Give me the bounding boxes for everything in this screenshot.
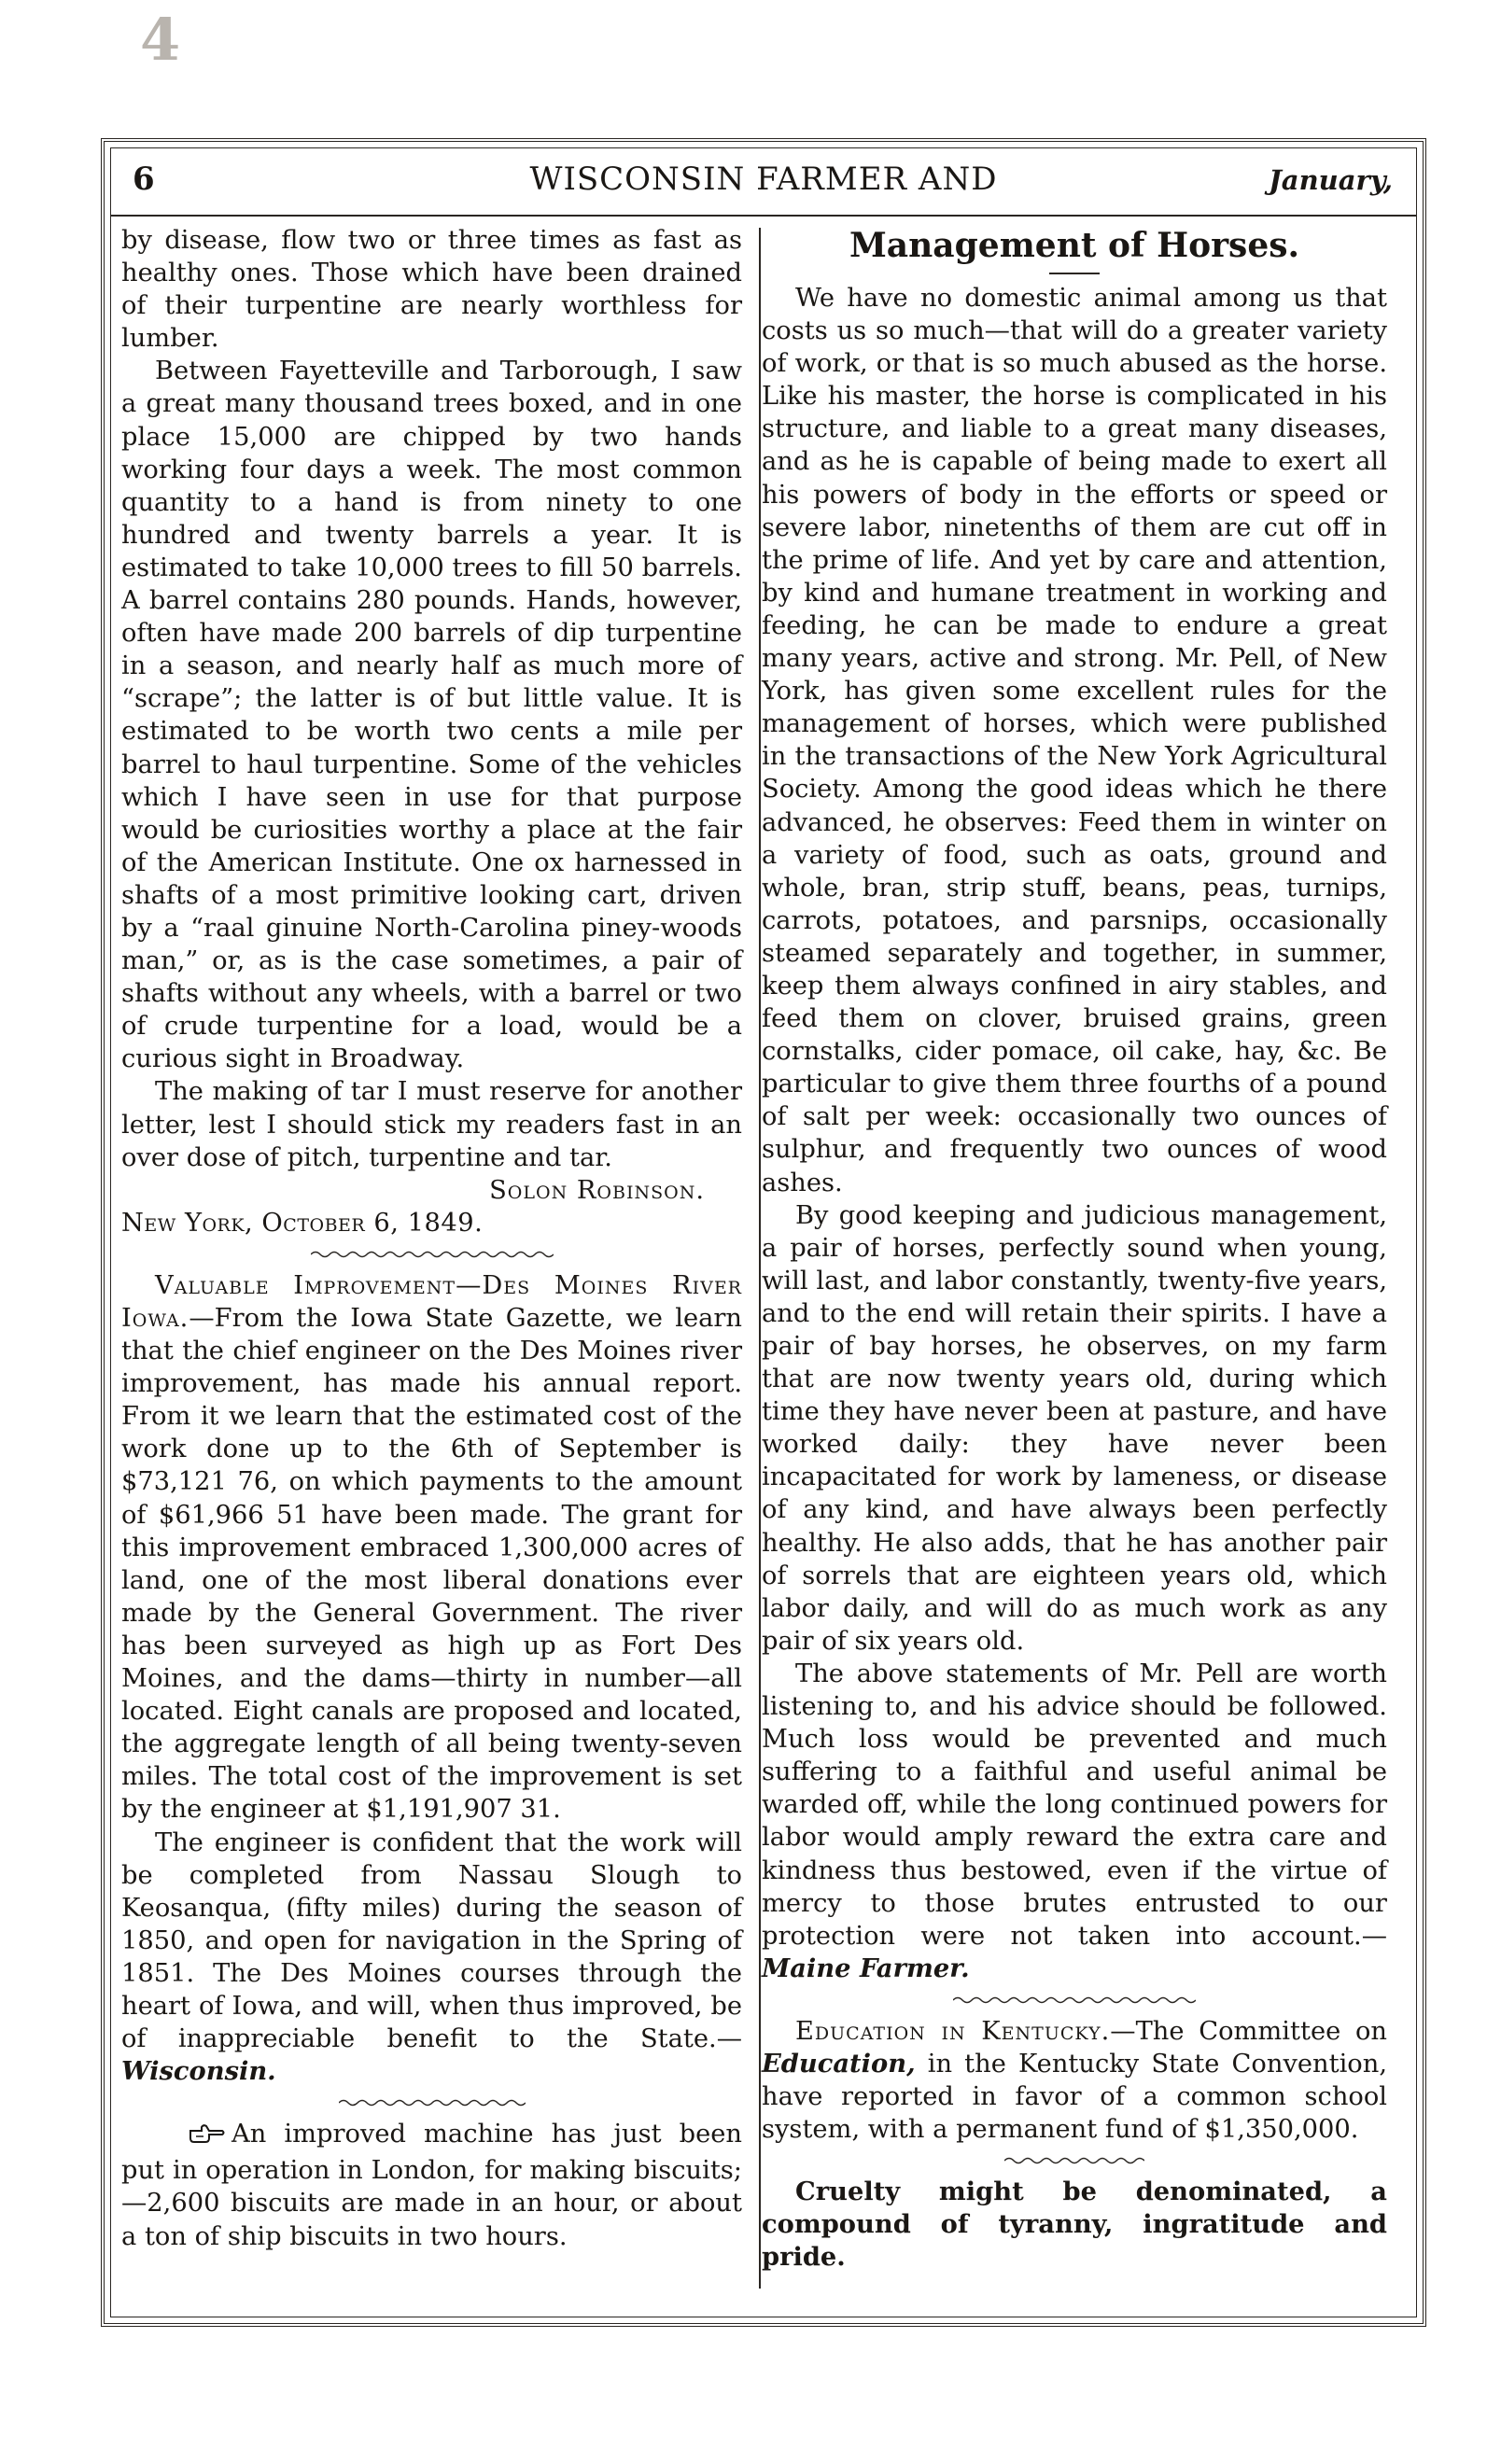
section-separator [762,1993,1387,2008]
horses-article-title: Management of Horses. [849,226,1300,265]
author-signature: Solon Robinson. [489,1175,705,1205]
running-title: WISCONSIN FARMER AND [529,161,998,198]
turpentine-paragraph-3: The making of tar I must reserve for another letter, lest I should stick my readers fast in an over dose of pitch, turpentine and tar. [121,1077,742,1172]
page-corner-mark: 4 [140,6,181,74]
des-moines-source: Wisconsin. [121,2056,276,2087]
horses-paragraph-2: By good keeping and judicious management, a pair of horses, perfectly sound when young, will last, and labor constantly, twenty-five years, and to the end will retain their spirits. I have a pair of bay horses, he observes, on my farm that are now twenty years old, during which time they have never been at pasture, and have worked daily: they have never been incapacitated for work by lameness, or disease of any kind, and have always been perfectly healthy. He also adds, that he has another pair of sorrels that are eighteen years old, which labor daily, and will do as much work as any pair of six years old. [762,1200,1387,1656]
kentucky-body-2: in the Kentucky State Convention, have reported in favor of a common school system, with a permanent fund of $1,350,000. [762,2049,1387,2145]
kentucky-heading: Education in Kentucky. [795,2016,1111,2046]
horses-source: Maine Farmer. [762,1953,970,1983]
turpentine-paragraph-2: Between Fayetteville and Tarborough, I saw a great many thousand trees boxed, and in one place 15,000 are chipped by two hands working four days a week. The most common quantity to a hand is from ninety to one hundred and twenty barrels a year. It is estimated to take 10,000 trees to fill 50 barrels. A barrel contains 280 pounds. Hands, however, often have made 200 barrels of dip turpentine in a season, and nearly half as much more of “scrape”; the latter is of but little value. It is estimated to be worth two cents a mile per barrel to haul turpentine. Some of the vehicles which I have seen in use for that purpose would be curiosities worthy a place at the fair of the American Institute. One ox harnessed in shafts of a most primitive looking cart, driven by a “raal ginuine North-Carolina piney-woods man,” or, as is the case sometimes, a pair of shafts without any wheels, with a barrel or two of crude turpentine for a load, would be a curious sight in Broadway. [121,357,742,1074]
right-column [762,224,1387,2275]
section-separator [121,2095,742,2110]
section-separator [762,2153,1387,2168]
des-moines-heading: Valuable Improvement—Des Moines River Iowa. [121,1270,742,1333]
column-divider [759,228,761,2289]
des-moines-paragraph [121,1269,742,1827]
running-header [110,147,1417,217]
horses-paragraph-3 [762,1658,1387,1985]
kentucky-italic: Education, [762,2048,916,2079]
pointing-hand-icon [155,2121,226,2154]
horses-paragraph-3-text: The above statements of Mr. Pell are worth listening to, and his advice should be followed. Much loss would be prevented and much suffering to a faithful and useful animal be warded off, while the long continued powers for labor would amply reward the extra care and kindness thus bestowed, even if the virtue of mercy to those brutes entrusted to our protection were not taken into account.— [762,1659,1387,1951]
des-moines-body-2: The engineer is confident that the work will be completed from Nassau Slough to Keosanqua, (fifty miles) during the season of 1850, and open for navigation in the Spring of 1851. The Des Moines courses through the heart of Iowa, and will, when thus improved, be of inappreciable benefit to the State.— [121,1827,742,2054]
horses-paragraph-1: We have no domestic animal among us that costs us so much—that will do a greater variety of work, or that is so much abused as the horse. Like his master, the horse is complicated in his structure, and liable to a great many diseases, and as he is capable of being made to exert all his powers of body in the efforts or speed or severe labor, ninetenths of them are cut off in the prime of life. And yet by care and attention, by kind and humane treatment in working and feeding, he can be made to endure a great many years, active and strong. Mr. Pell, of New York, has given some excellent rules for the management of horses, which were published in the transactions of the New York Agricultural Society. Among the good ideas which he there advanced, he observes: Feed them in winter on a variety of food, such as oats, ground and whole, bran, strip stuff, beans, peas, turnips, carrots, potatoes, and parsnips, occasionally steamed separately and together, in summer, keep them always confined in airy stables, and feed them on clover, bruised grains, green cornstalks, cider pomace, oil cake, hay, &c. Be particular to give them three fourths of a pound of salt per week: occasionally two ounces of sulphur, and frequently two ounces of wood ashes. [762,284,1387,1197]
des-moines-body: —From the Iowa State Gazette, we learn that the chief engineer on the Des Moines river improvement, has made his annual report. From it we learn that the estimated cost of the work done up to the 6th of September is $73,121 76, on which payments to the amount of $61,966 51 have been made. The grant for this improvement embraced 1,300,000 acres of land, one of the most liberal donations ever made by the General Government. The river has been surveyed as high up as Fort Des Moines, and the dams—thirty in number—all located. Eight canals are proposed and located, the aggregate length of all being twenty-seven miles. The total cost of the improvement is set by the engineer at $1,191,907 31. [121,1304,742,1825]
des-moines-paragraph-2 [121,1827,742,2089]
kentucky-paragraph [762,2015,1387,2146]
cruelty-paragraph: Cruelty might be denominated, a compound of tyranny, ingratitude and pride. [762,2177,1387,2273]
turpentine-paragraph-1: by disease, flow two or three times as fast as healthy ones. Those which have been drained of their turpentine are nearly worthless for lumber. [121,226,742,354]
running-month: January, [1269,164,1393,196]
kentucky-body-1: —The Committee on [1110,2016,1387,2046]
section-separator [121,1247,742,1262]
page-number: 6 [133,161,155,198]
biscuit-paragraph [121,2118,742,2252]
biscuit-text: An improved machine has just been put in operation in London, for making biscuits;—2,600 biscuits are made in an hour, or about a ton of ship biscuits in two hours. [121,2120,742,2251]
letter-dateline: New York, October 6, 1849. [121,1208,484,1238]
left-column [121,224,742,2253]
title-rule [1049,273,1100,274]
